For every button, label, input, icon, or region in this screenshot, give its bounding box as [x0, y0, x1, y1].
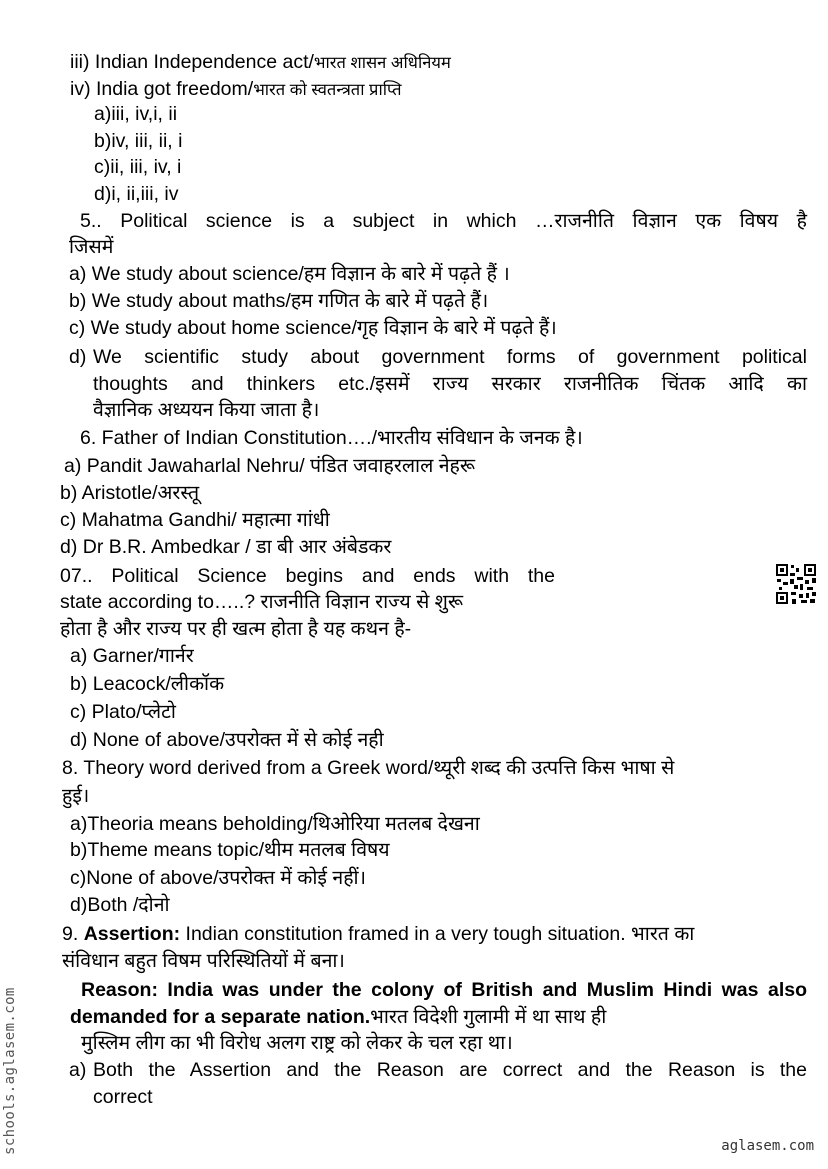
q7-question-line3: होता है और राज्य पर ही खत्म होता है यह कथन है-: [60, 618, 412, 640]
q5-option-b: b) We study about maths/हम गणित के बारे में पढ़ते हैं।: [69, 290, 489, 312]
q7-question-line1: 07.. Political Science begins and ends with the: [60, 565, 555, 587]
q9-reason: Reason: India was under the colony of British and Muslim Hindi was also demanded for a separate nation.भारत विदेशी गुलामी में था साथ ही मुस्लिम लीग का भी विरोध अलग राष्ट्र को लेकर के चल रहा था।: [70, 979, 807, 1054]
q9-assertion-line2: संविधान बहुत विषम परिस्थितियों में बना।: [62, 950, 345, 972]
q9-option-a-line1: Both the Assertion and the Reason are correct and the Reason is the: [93, 1059, 807, 1081]
reason-text: Reason: India was under the colony of British and Muslim Hindi was also demanded for a separate nation.: [70, 979, 807, 1028]
q4-option-a: a)iii, iv,i, ii: [94, 103, 178, 125]
q5-question-line1: 5.. Political science is a subject in which …राजनीति विज्ञान एक विषय है: [80, 210, 807, 232]
q5-option-a: a) We study about science/हम विज्ञान के बारे में पढ़ते हैं ।: [69, 263, 510, 285]
q5-option-c: c) We study about home science/गृह विज्ञान के बारे में पढ़ते हैं।: [69, 317, 557, 339]
q8-option-d: d)Both /दोनो: [70, 894, 170, 916]
footer-site: aglasem.com: [721, 1138, 814, 1154]
q8-option-c: c)None of above/उपरोक्त में कोई नहीं।: [70, 867, 366, 889]
q6-option-a: a) Pandit Jawaharlal Nehru/ पंडित जवाहरलाल नेहरू: [64, 455, 476, 477]
q4-item-iii: iii) Indian Independence act/भारत शासन अधिनियम: [70, 51, 451, 73]
q4-option-c: c)ii, iii, iv, i: [94, 156, 182, 178]
q8-option-a: a)Theoria means beholding/थिओरिया मतलब देखना: [70, 813, 480, 835]
q6-option-d: d) Dr B.R. Ambedkar / डा बी आर अंबेडकर: [60, 536, 392, 558]
q8-option-b: b)Theme means topic/थीम मतलब विषय: [70, 839, 390, 861]
assertion-label: Assertion:: [83, 923, 181, 945]
q5-option-d-line1: We scientific study about government forms of government political: [93, 346, 807, 368]
q5-question-line2: जिसमें: [69, 236, 114, 258]
q4-option-d: d)i, ii,iii, iv: [94, 183, 179, 205]
q5-option-d-label: d): [69, 346, 87, 368]
q6-question: 6. Father of Indian Constitution…./भारतीय संविधान के जनक है।: [80, 427, 583, 449]
q7-option-b: b) Leacock/लीकॉक: [70, 673, 225, 695]
q7-option-d: d) None of above/उपरोक्त में से कोई नही: [70, 729, 384, 751]
q6-option-c: c) Mahatma Gandhi/ महात्मा गांधी: [60, 509, 330, 531]
q7-option-c: c) Plato/प्लेटो: [70, 701, 176, 723]
q7-option-a: a) Garner/गार्नर: [70, 645, 194, 667]
q5-option-d-line3: वैज्ञानिक अध्ययन किया जाता है।: [93, 399, 320, 421]
side-watermark: schools.aglasem.com: [2, 987, 18, 1155]
q8-question-line2: हुई।: [62, 785, 90, 807]
q9-option-a-line2: correct: [93, 1086, 153, 1108]
q4-item-iv: iv) India got freedom/भारत को स्वतन्त्रता प्राप्ति: [70, 78, 402, 100]
q4-option-b: b)iv, iii, ii, i: [94, 130, 183, 152]
q6-option-b: b) Aristotle/अरस्तू: [60, 482, 200, 504]
q7-question-line2: state according to…..? राजनीति विज्ञान राज्य से शुरू: [60, 591, 464, 613]
qr-code-icon: [775, 563, 817, 605]
q9-option-a-label: a): [69, 1059, 87, 1081]
q8-question-line1: 8. Theory word derived from a Greek word/थ्यूरी शब्द की उत्पत्ति किस भाषा से: [62, 757, 675, 779]
q5-option-d-line2: thoughts and thinkers etc./इसमें राज्य सरकार राजनीतिक चिंतक आदि का: [93, 373, 807, 395]
q9-assertion-line1: 9. Assertion: Indian constitution framed in a very tough situation. भारत का: [62, 923, 695, 945]
